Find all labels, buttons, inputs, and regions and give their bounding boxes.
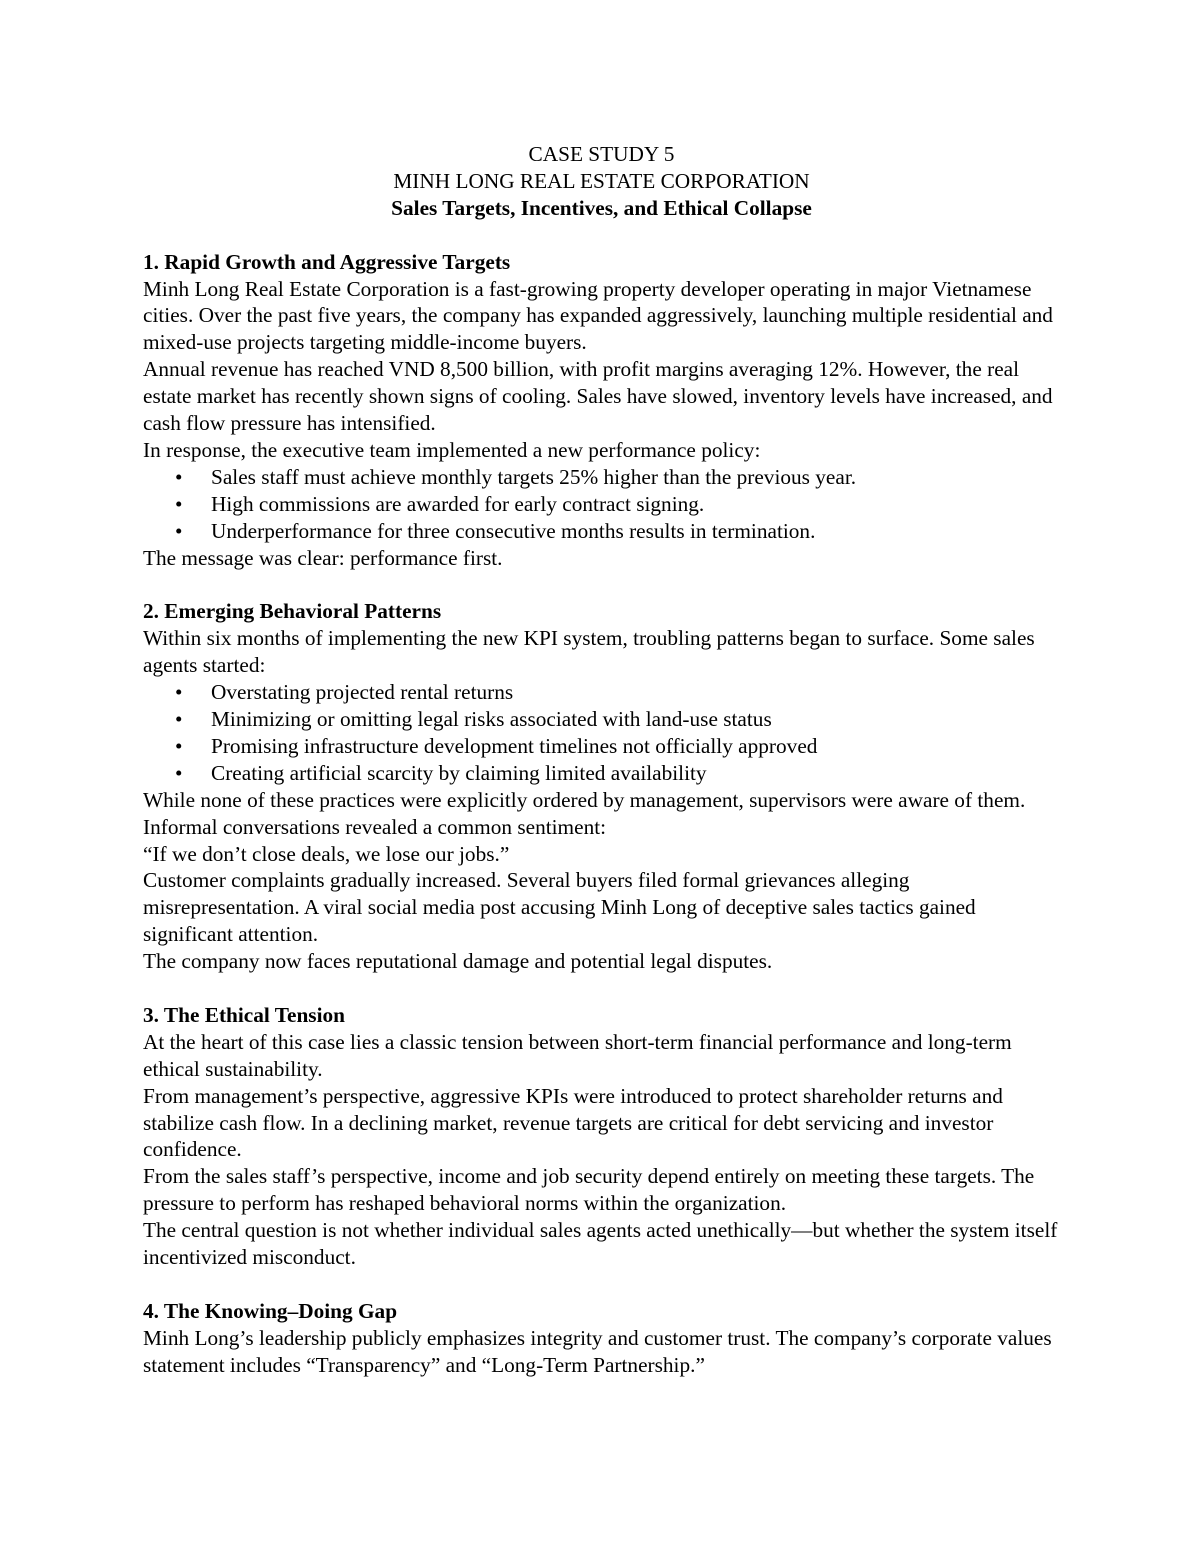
list-item — [143, 491, 1063, 518]
section-heading: 3. The Ethical Tension — [143, 1002, 345, 1027]
paragraph: At the heart of this case lies a classic tension between short-term financial performance and long-term ethical sustainability. — [143, 1029, 1012, 1081]
quote: “If we don’t close deals, we lose our jobs.” — [143, 841, 510, 866]
document-page — [143, 141, 1063, 1379]
list-item-text: Sales staff must achieve monthly targets 25% higher than the previous year. — [211, 464, 857, 489]
list-item — [143, 679, 1063, 706]
bullet-icon: • — [175, 760, 183, 785]
list-item-text: Underperformance for three consecutive months results in termination. — [211, 518, 816, 543]
bullet-icon: • — [175, 680, 183, 705]
list-item — [143, 706, 1063, 733]
paragraph: Annual revenue has reached VND 8,500 billion, with profit margins averaging 12%. However, the real estate market has recently shown signs of cooling. Sales have slowed, inventory levels have increased, and cash flow pressure has intensified. — [143, 357, 1053, 436]
section-heading: 1. Rapid Growth and Aggressive Targets — [143, 249, 511, 274]
paragraph: Minh Long Real Estate Corporation is a fast-growing property developer operating in major Vietnamese cities. Over the past five years, the company has expanded aggressively, launching multiple residential and mixed-use projects targeting middle-income buyers. — [143, 276, 1053, 355]
list-item-text: Minimizing or omitting legal risks associated with land-use status — [211, 707, 772, 731]
paragraph: In response, the executive team implemented a new performance policy: — [143, 437, 761, 462]
list-item-text: Promising infrastructure development timelines not officially approved — [211, 733, 818, 758]
list-item — [143, 733, 1063, 760]
bullet-icon: • — [175, 733, 183, 758]
paragraph: The central question is not whether individual sales agents acted unethically—but whether the system itself incentivized misconduct. — [143, 1218, 1058, 1270]
case-study-subtitle: Sales Targets, Incentives, and Ethical Collapse — [391, 195, 812, 220]
company-name: MINH LONG REAL ESTATE CORPORATION — [393, 168, 810, 193]
bullet-icon: • — [175, 464, 183, 489]
bullet-icon: • — [175, 491, 183, 516]
list-item-text: Overstating projected rental returns — [211, 680, 514, 705]
list-item — [143, 760, 1063, 787]
paragraph: Within six months of implementing the new KPI system, troubling patterns began to surface. Some sales agents started: — [143, 626, 1035, 678]
section-heading: 2. Emerging Behavioral Patterns — [143, 599, 442, 624]
bullet-icon: • — [175, 518, 183, 543]
list-item — [143, 464, 1063, 491]
bullet-icon: • — [175, 707, 183, 731]
section-knowing-doing-gap — [143, 1298, 1063, 1379]
behavior-list — [143, 679, 1063, 787]
list-item-text: High commissions are awarded for early contract signing. — [211, 491, 705, 516]
paragraph: While none of these practices were explicitly ordered by management, supervisors were aware of them. Informal conversations revealed a common sentiment: — [143, 787, 1026, 839]
section-rapid-growth — [143, 249, 1063, 572]
paragraph: Customer complaints gradually increased. Several buyers filed formal grievances alleging misrepresentation. A viral social media post accusing Minh Long of deceptive sales tactics gained significant attention. — [143, 868, 976, 947]
section-behavioral-patterns — [143, 598, 1063, 975]
policy-list — [143, 464, 1063, 545]
title-block — [140, 141, 1063, 222]
paragraph: Minh Long’s leadership publicly emphasizes integrity and customer trust. The company’s corporate values statement includes “Transparency” and “Long-Term Partnership.” — [143, 1325, 1052, 1377]
case-study-number: CASE STUDY 5 — [528, 142, 675, 166]
section-heading: 4. The Knowing–Doing Gap — [143, 1298, 398, 1323]
list-item-text: Creating artificial scarcity by claiming limited availability — [211, 760, 707, 785]
paragraph: The message was clear: performance first. — [143, 545, 503, 570]
paragraph: From the sales staff’s perspective, income and job security depend entirely on meeting these targets. The pressure to perform has reshaped behavioral norms within the organization. — [143, 1164, 1035, 1216]
paragraph: From management’s perspective, aggressive KPIs were introduced to protect shareholder returns and stabilize cash flow. In a declining market, revenue targets are critical for debt servicing and investor confidence. — [143, 1083, 1003, 1162]
paragraph: The company now faces reputational damage and potential legal disputes. — [143, 949, 773, 974]
section-ethical-tension — [143, 1002, 1063, 1271]
list-item — [143, 518, 1063, 545]
